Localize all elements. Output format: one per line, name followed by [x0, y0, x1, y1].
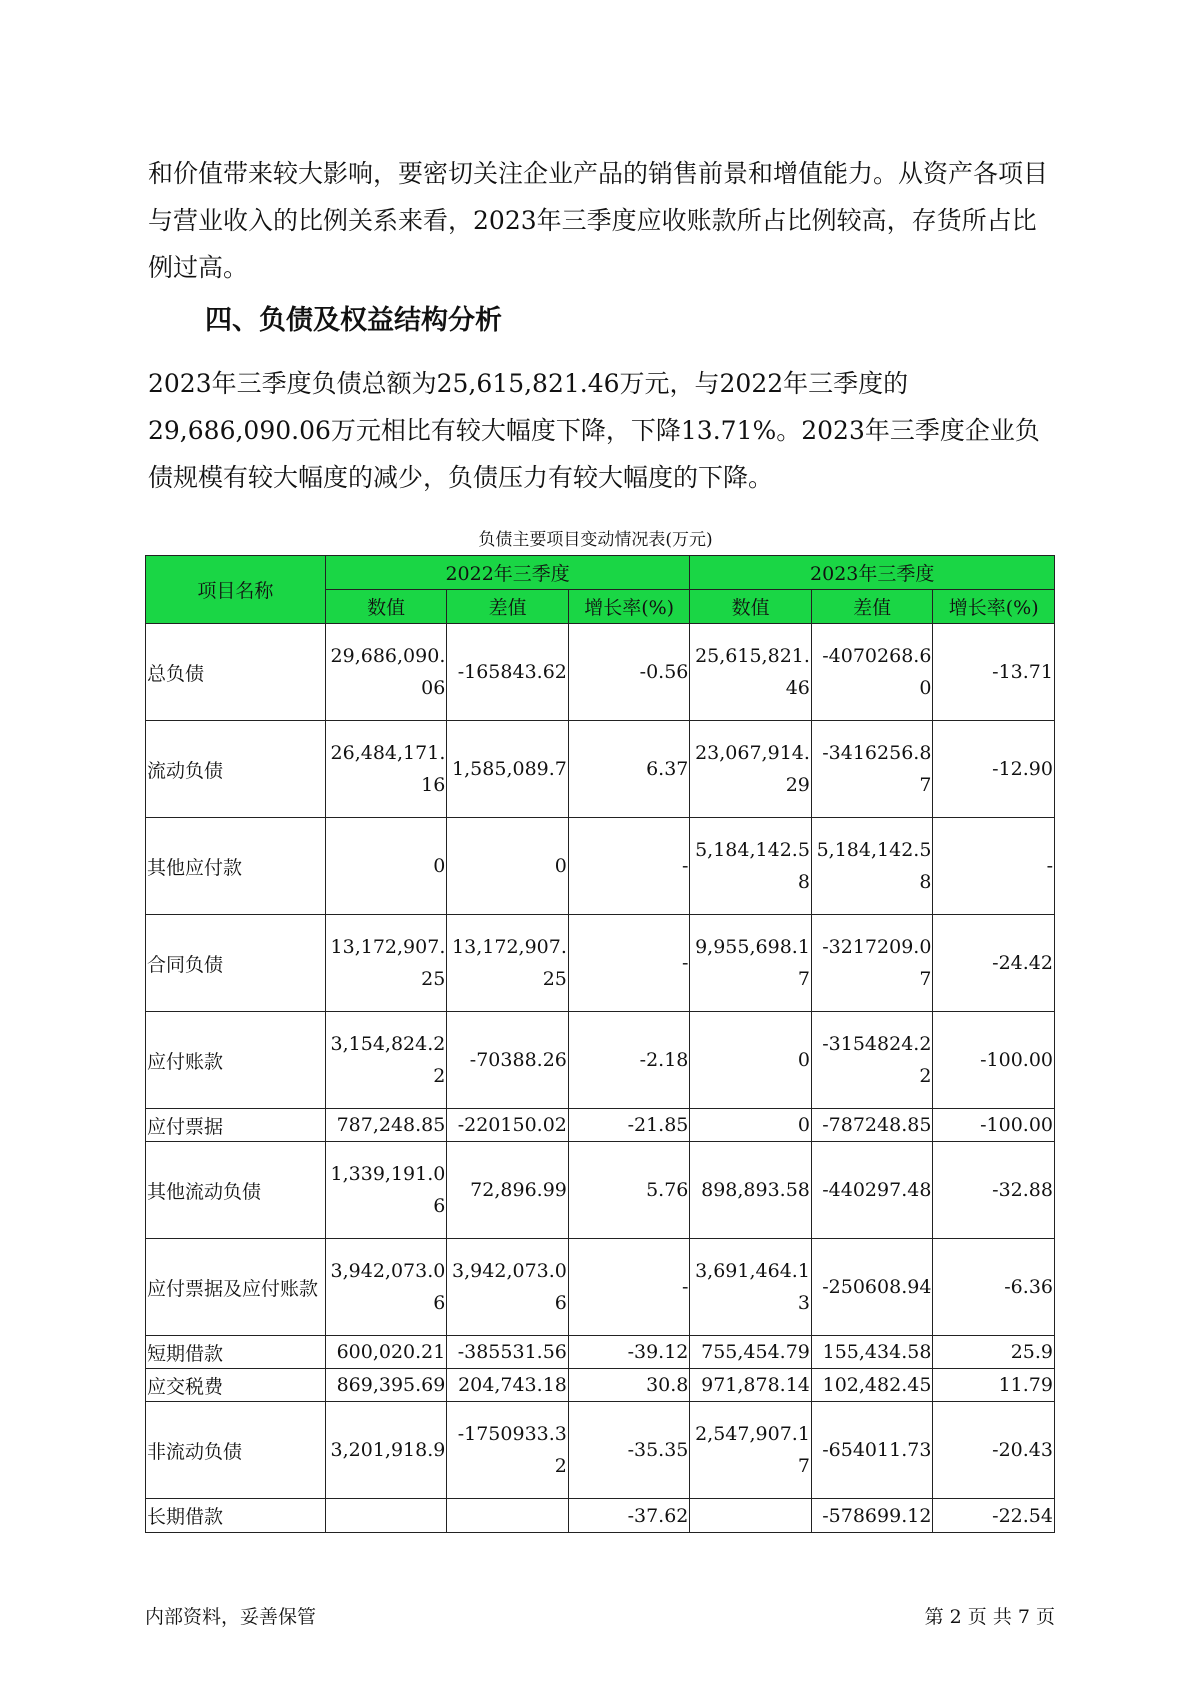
value-2023: 971,878.14	[690, 1369, 812, 1402]
diff-2022: -1750933.32	[447, 1402, 569, 1499]
row-label: 流动负债	[146, 721, 326, 818]
growth-2023: -22.54	[933, 1499, 1055, 1533]
value-2022: 0	[325, 818, 447, 915]
value-2023: 755,454.79	[690, 1336, 812, 1369]
table-row	[146, 1499, 1055, 1533]
table-row	[146, 1012, 1055, 1109]
liability-table	[145, 555, 1055, 1533]
value-2022: 3,201,918.9	[325, 1402, 447, 1499]
growth-2022: -35.35	[568, 1402, 690, 1499]
row-label: 应付票据	[146, 1109, 326, 1142]
row-label: 长期借款	[146, 1499, 326, 1533]
diff-2023: -3154824.22	[811, 1012, 933, 1109]
diff-2023: -3416256.87	[811, 721, 933, 818]
diff-2023: -787248.85	[811, 1109, 933, 1142]
diff-2022: 13,172,907.25	[447, 915, 569, 1012]
header-group-2023: 2023年三季度	[690, 556, 1055, 590]
growth-2023: -12.90	[933, 721, 1055, 818]
growth-2022: -37.62	[568, 1499, 690, 1533]
table-row	[146, 1109, 1055, 1142]
body-paragraph-2: 2023年三季度负债总额为25,615,821.46万元，与2022年三季度的29,686,090.06万元相比有较大幅度下降，下降13.71%。2023年三季度企业负债规模有较大幅度的减少，负债压力有较大幅度的下降。	[148, 369, 1040, 492]
row-label: 短期借款	[146, 1336, 326, 1369]
value-2022	[325, 1499, 447, 1533]
page-number: 第 2 页 共 7 页	[924, 1606, 1055, 1628]
row-label: 非流动负债	[146, 1402, 326, 1499]
table-row	[146, 1142, 1055, 1239]
diff-2022: 1,585,089.7	[447, 721, 569, 818]
value-2022: 600,020.21	[325, 1336, 447, 1369]
diff-2022: -70388.26	[447, 1012, 569, 1109]
table-row	[146, 1336, 1055, 1369]
value-2023: 0	[690, 1012, 812, 1109]
header-item-name: 项目名称	[146, 556, 326, 624]
table-row	[146, 1239, 1055, 1336]
growth-2023: 11.79	[933, 1369, 1055, 1402]
value-2023: 5,184,142.58	[690, 818, 812, 915]
growth-2022: 6.37	[568, 721, 690, 818]
header-diff-2023: 差值	[811, 590, 933, 624]
diff-2023: -4070268.60	[811, 624, 933, 721]
table-row	[146, 1402, 1055, 1499]
growth-2022: 5.76	[568, 1142, 690, 1239]
body-paragraph-1: 和价值带来较大影响，要密切关注企业产品的销售前景和增值能力。从资产各项目与营业收入的比例关系来看，2023年三季度应收账款所占比例较高，存货所占比例过高。	[148, 159, 1049, 282]
table-caption: 负债主要项目变动情况表(万元)	[478, 530, 713, 550]
value-2022: 26,484,171.16	[325, 721, 447, 818]
diff-2022: 72,896.99	[447, 1142, 569, 1239]
diff-2023: -654011.73	[811, 1402, 933, 1499]
diff-2022: -165843.62	[447, 624, 569, 721]
value-2023: 23,067,914.29	[690, 721, 812, 818]
header-value-2022: 数值	[325, 590, 447, 624]
row-label: 应交税费	[146, 1369, 326, 1402]
growth-2023: -100.00	[933, 1012, 1055, 1109]
value-2022: 869,395.69	[325, 1369, 447, 1402]
diff-2022: -385531.56	[447, 1336, 569, 1369]
value-2023	[690, 1499, 812, 1533]
section-heading: 四、负债及权益结构分析	[205, 305, 502, 336]
growth-2023: -20.43	[933, 1402, 1055, 1499]
value-2022: 29,686,090.06	[325, 624, 447, 721]
diff-2022	[447, 1499, 569, 1533]
growth-2022: -	[568, 1239, 690, 1336]
growth-2023: -32.88	[933, 1142, 1055, 1239]
table-row	[146, 624, 1055, 721]
growth-2022: -21.85	[568, 1109, 690, 1142]
header-growth-2022: 增长率(%)	[568, 590, 690, 624]
diff-2023: 155,434.58	[811, 1336, 933, 1369]
diff-2023: -578699.12	[811, 1499, 933, 1533]
diff-2023: -3217209.07	[811, 915, 933, 1012]
growth-2023: -	[933, 818, 1055, 915]
header-diff-2022: 差值	[447, 590, 569, 624]
diff-2023: -440297.48	[811, 1142, 933, 1239]
row-label: 合同负债	[146, 915, 326, 1012]
growth-2022: -	[568, 818, 690, 915]
table-row	[146, 915, 1055, 1012]
table-row	[146, 721, 1055, 818]
growth-2022: 30.8	[568, 1369, 690, 1402]
header-value-2023: 数值	[690, 590, 812, 624]
row-label: 总负债	[146, 624, 326, 721]
row-label: 其他流动负债	[146, 1142, 326, 1239]
value-2023: 3,691,464.13	[690, 1239, 812, 1336]
value-2023: 9,955,698.17	[690, 915, 812, 1012]
table-row	[146, 818, 1055, 915]
growth-2022: -39.12	[568, 1336, 690, 1369]
header-growth-2023: 增长率(%)	[933, 590, 1055, 624]
growth-2022: -0.56	[568, 624, 690, 721]
value-2022: 3,942,073.06	[325, 1239, 447, 1336]
diff-2022: -220150.02	[447, 1109, 569, 1142]
row-label: 应付票据及应付账款	[146, 1239, 326, 1336]
value-2023: 25,615,821.46	[690, 624, 812, 721]
growth-2023: -6.36	[933, 1239, 1055, 1336]
growth-2023: -13.71	[933, 624, 1055, 721]
diff-2023: 5,184,142.58	[811, 818, 933, 915]
header-group-2022: 2022年三季度	[325, 556, 690, 590]
diff-2022: 204,743.18	[447, 1369, 569, 1402]
row-label: 应付账款	[146, 1012, 326, 1109]
value-2022: 13,172,907.25	[325, 915, 447, 1012]
value-2023: 2,547,907.17	[690, 1402, 812, 1499]
diff-2023: 102,482.45	[811, 1369, 933, 1402]
growth-2023: -100.00	[933, 1109, 1055, 1142]
footer-confidential-note: 内部资料，妥善保管	[145, 1606, 317, 1628]
growth-2023: 25.9	[933, 1336, 1055, 1369]
row-label: 其他应付款	[146, 818, 326, 915]
table-row	[146, 1369, 1055, 1402]
value-2022: 787,248.85	[325, 1109, 447, 1142]
value-2023: 0	[690, 1109, 812, 1142]
diff-2023: -250608.94	[811, 1239, 933, 1336]
value-2022: 1,339,191.06	[325, 1142, 447, 1239]
growth-2022: -	[568, 915, 690, 1012]
diff-2022: 0	[447, 818, 569, 915]
value-2023: 898,893.58	[690, 1142, 812, 1239]
diff-2022: 3,942,073.06	[447, 1239, 569, 1336]
growth-2022: -2.18	[568, 1012, 690, 1109]
growth-2023: -24.42	[933, 915, 1055, 1012]
value-2022: 3,154,824.22	[325, 1012, 447, 1109]
